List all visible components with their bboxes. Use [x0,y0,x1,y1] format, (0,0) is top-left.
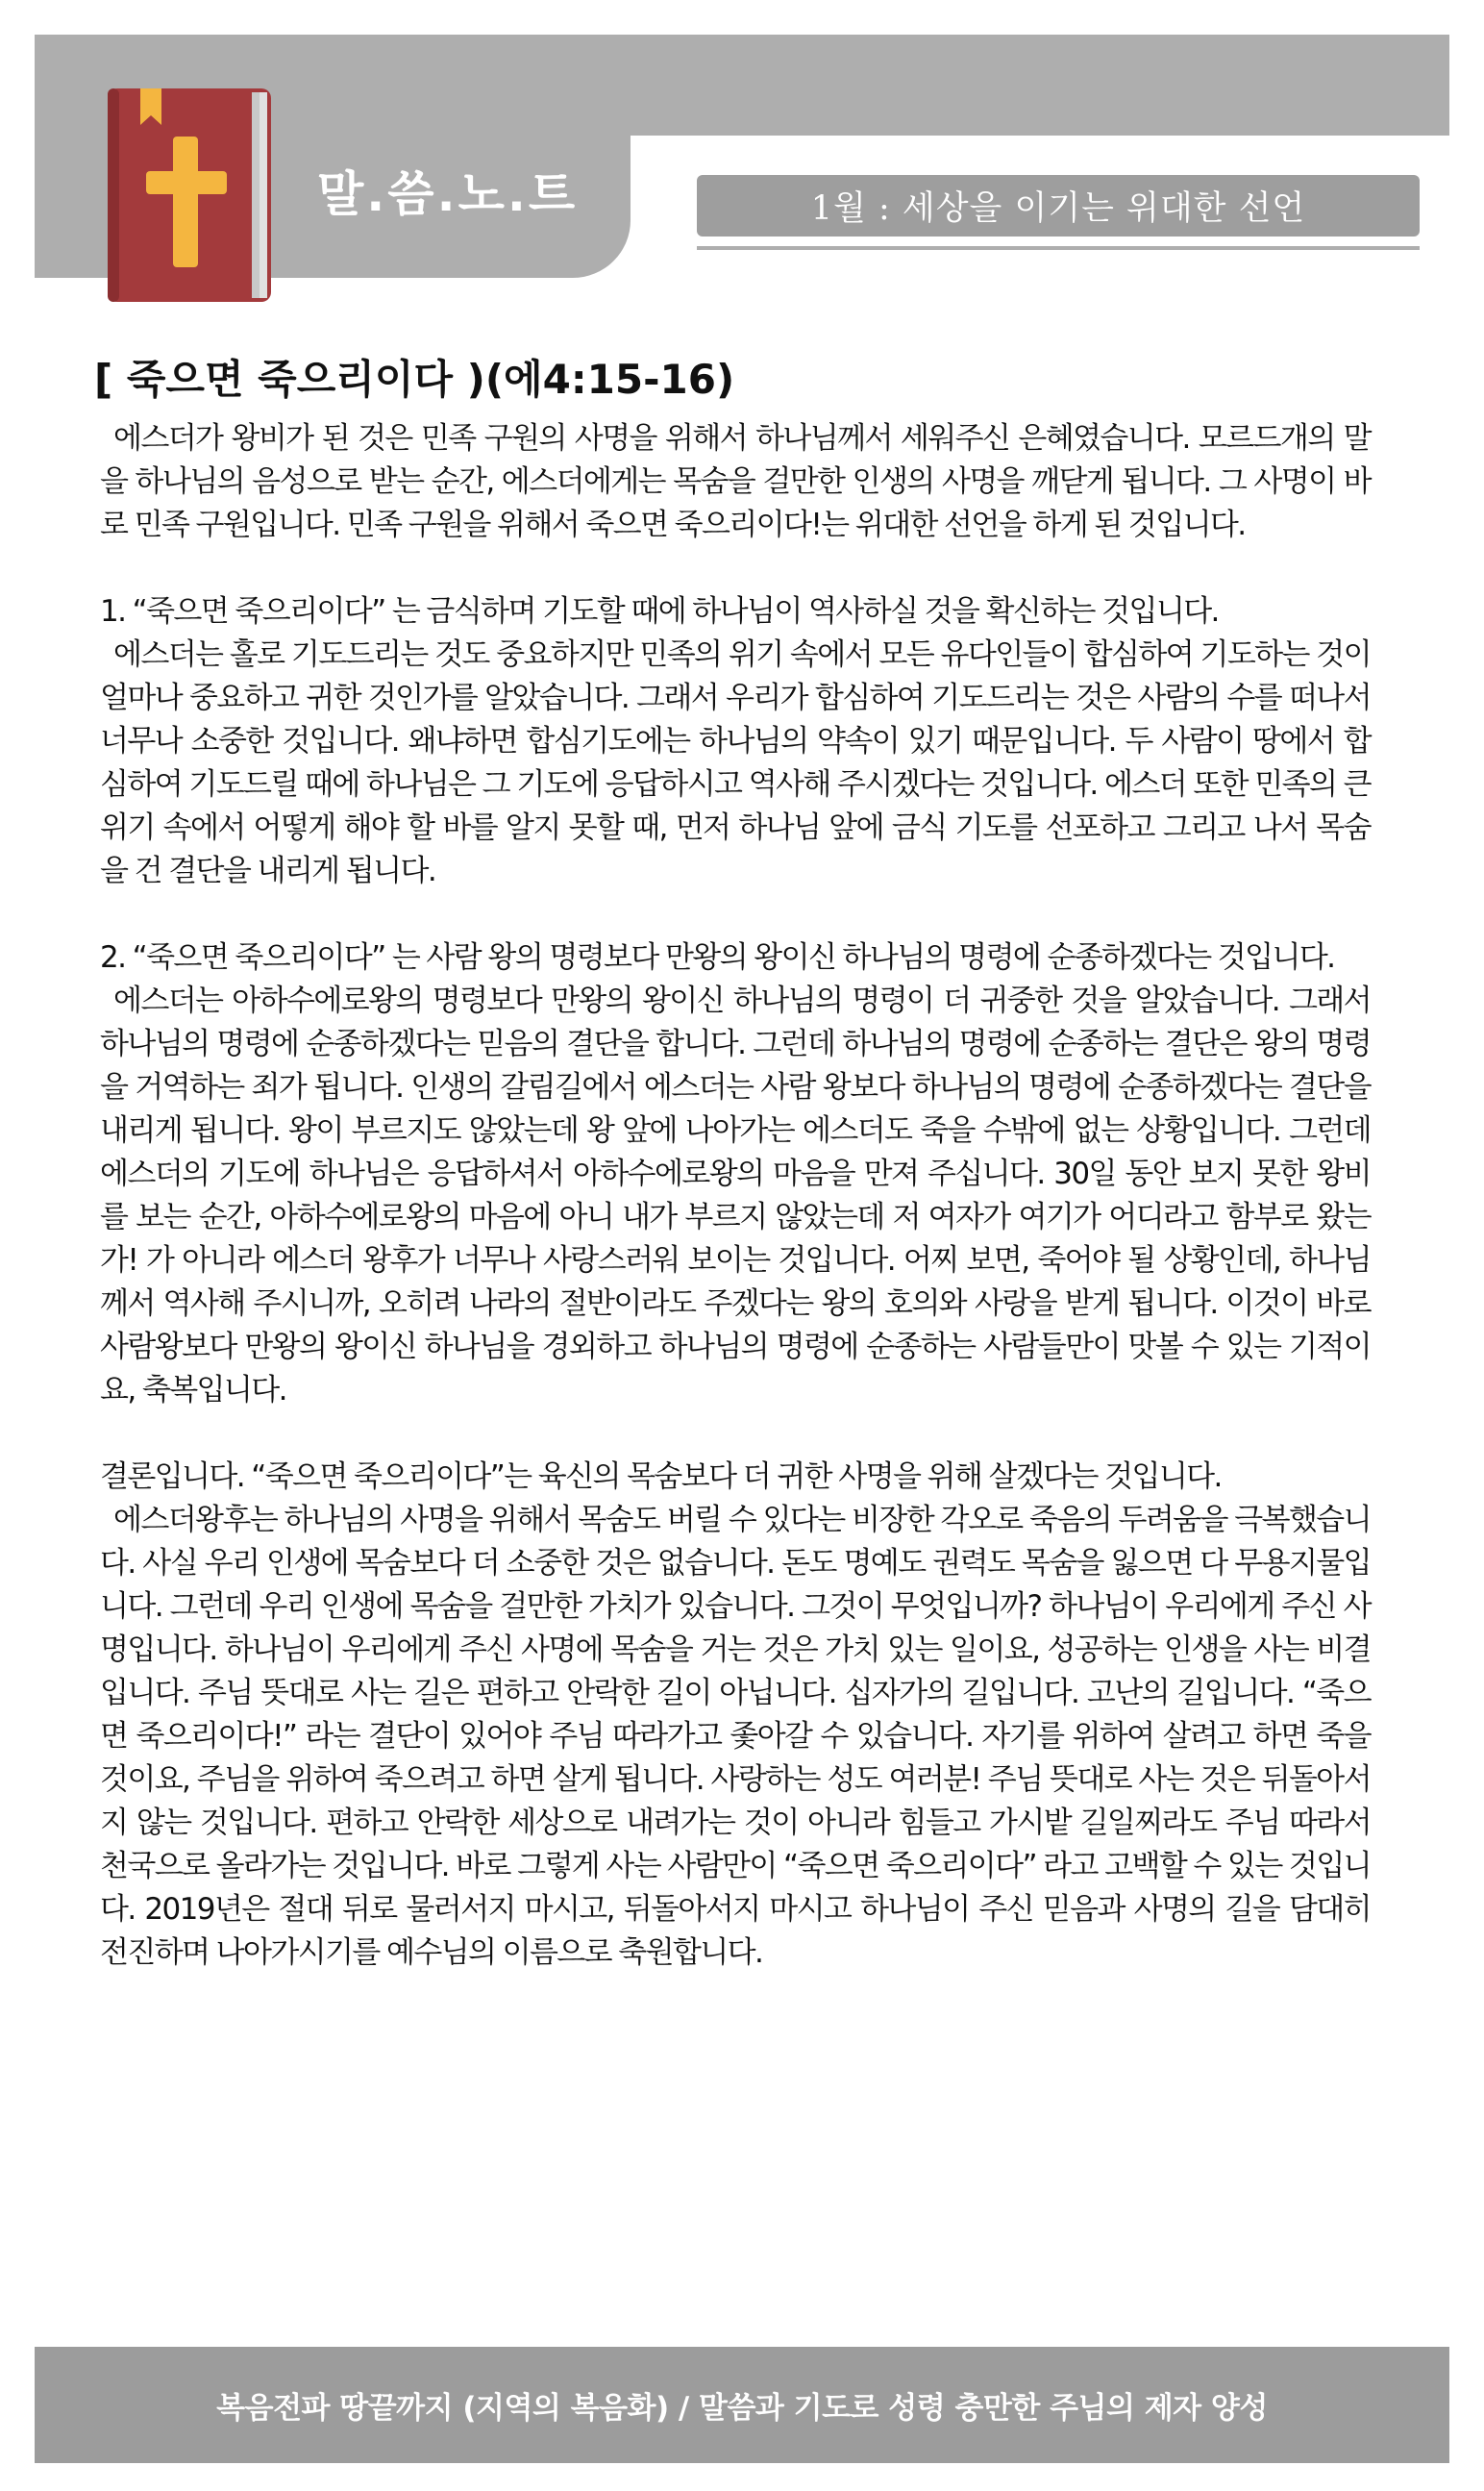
point2-paragraph: 에스더는 아하수에로왕의 명령보다 만왕의 왕이신 하나님의 명령이 더 귀중한 것을 알았습니다. 그래서 하나님의 명령에 순종하겠다는 믿음의 결단을 합니다. 그런데 하나님의 명령에 순종하는 결단은 왕의 명령을 거역하는 죄가 됩니다. 인생의 갈림길에서 에스더는 사람 왕보다 하나님의 명령에 순종하겠다는 결단을 내리게 됩니다. 왕이 부르지도 않았는데 왕 앞에 나아가는 에스더도 죽을 수밖에 없는 상황입니다. 그런데 에스더의 기도에 하나님은 응답하셔서 아하수에로왕의 마음을 만져 주십니다. 30일 동안 보지 못한 왕비를 보는 순간, 아하수에로왕의 마음에 아니 내가 부르지 않았는데 저 여자가 여기가 어디라고 함부로 왔는가! 가 아니라 에스더 왕후가 너무나 사랑스러워 보이는 것입니다. 어찌 보면, 죽어야 될 상황인데, 하나님께서 역사해 주시니까, 오히려 나라의 절반이라도 주겠다는 왕의 호의와 사랑을 받게 됩니다. 이것이 바로 사람왕보다 만왕의 왕이신 하나님을 경외하고 하나님의 명령에 순종하는 사람들만이 맛볼 수 있는 기적이요, 축복입니다. [100,984,1371,1407]
month-theme-banner: 1월 : 세상을 이기는 위대한 선언 [697,175,1420,237]
conclusion-heading: 결론입니다. “죽으면 죽으리이다”는 육신의 목숨보다 더 귀한 사명을 위해 살겠다는 것입니다. [100,1459,1222,1494]
point2-heading: 2. “죽으면 죽으리이다” 는 사람 왕의 명령보다 만왕의 왕이신 하나님의 명령에 순종하겠다는 것입니다. [100,940,1335,975]
point1-heading: 1. “죽으면 죽으리이다” 는 금식하며 기도할 때에 하나님이 역사하실 것을 확신하는 것입니다. [100,594,1219,629]
intro-paragraph: 에스더가 왕비가 된 것은 민족 구원의 사명을 위해서 하나님께서 세워주신 은혜였습니다. 모르드개의 말을 하나님의 음성으로 받는 순간, 에스더에게는 목숨을 걸만한 인생의 사명을 깨닫게 됩니다. 그 사명이 바로 민족 구원입니다. 민족 구원을 위해서 죽으면 죽으리이다!는 위대한 선언을 하게 된 것입니다. [100,421,1371,542]
banner-underline [697,246,1420,250]
conclusion-paragraph: 에스더왕후는 하나님의 사명을 위해서 목숨도 버릴 수 있다는 비장한 각오로 죽음의 두려움을 극복했습니다. 사실 우리 인생에 목숨보다 더 소중한 것은 없습니다. 돈도 명예도 권력도 목숨을 잃으면 다 무용지물입니다. 그런데 우리 인생에 목숨을 걸만한 가치가 있습니다. 그것이 무엇입니까? 하나님이 우리에게 주신 사명입니다. 하나님이 우리에게 주신 사명에 목숨을 거는 것은 가치 있는 일이요, 성공하는 인생을 사는 비결입니다. 주님 뜻대로 사는 길은 편하고 안락한 길이 아닙니다. 십자가의 길입니다. 고난의 길입니다. “죽으면 죽으리이다!” 라는 결단이 있어야 주님 따라가고 좇아갈 수 있습니다. 자기를 위하여 살려고 하면 죽을 것이요, 주님을 위하여 죽으려고 하면 살게 됩니다. 사랑하는 성도 여러분! 주님 뜻대로 사는 것은 뒤돌아서지 않는 것입니다. 편하고 안락한 세상으로 내려가는 것이 아니라 힘들고 가시밭 길일찌라도 주님 따라서 천국으로 올라가는 것입니다. 바로 그렇게 사는 사람만이 “죽으면 죽으리이다” 라고 고백할 수 있는 것입니다. 2019년은 절대 뒤로 물러서지 마시고, 뒤돌아서지 마시고 하나님이 주신 믿음과 사명의 길을 담대히 전진하며 나아가시기를 예수님의 이름으로 축원합니다. [100,1503,1372,1970]
brand-title: 말.씀.노.트 [317,166,579,222]
bible-book-cross-icon [108,88,271,302]
footer-banner: 복음전파 땅끝까지 (지역의 복음화) / 말씀과 기도로 성령 충만한 주님의 제자 양성 [35,2347,1449,2463]
article-title: [ 죽으면 죽으리이다 )(에4:15-16) [94,356,735,403]
article-body [100,417,1371,1975]
point1-paragraph: 에스더는 홀로 기도드리는 것도 중요하지만 민족의 위기 속에서 모든 유다인들이 합심하여 기도하는 것이 얼마나 중요하고 귀한 것인가를 알았습니다. 그래서 우리가 합심하여 기도드리는 것은 사람의 수를 떠나서 너무나 소중한 것입니다. 왜냐하면 합심기도에는 하나님의 약속이 있기 때문입니다. 두 사람이 땅에서 합심하여 기도드릴 때에 하나님은 그 기도에 응답하시고 역사해 주시겠다는 것입니다. 에스더 또한 민족의 큰 위기 속에서 어떻게 해야 할 바를 알지 못할 때, 먼저 하나님 앞에 금식 기도를 선포하고 그리고 나서 목숨을 건 결단을 내리게 됩니다. [100,637,1371,888]
